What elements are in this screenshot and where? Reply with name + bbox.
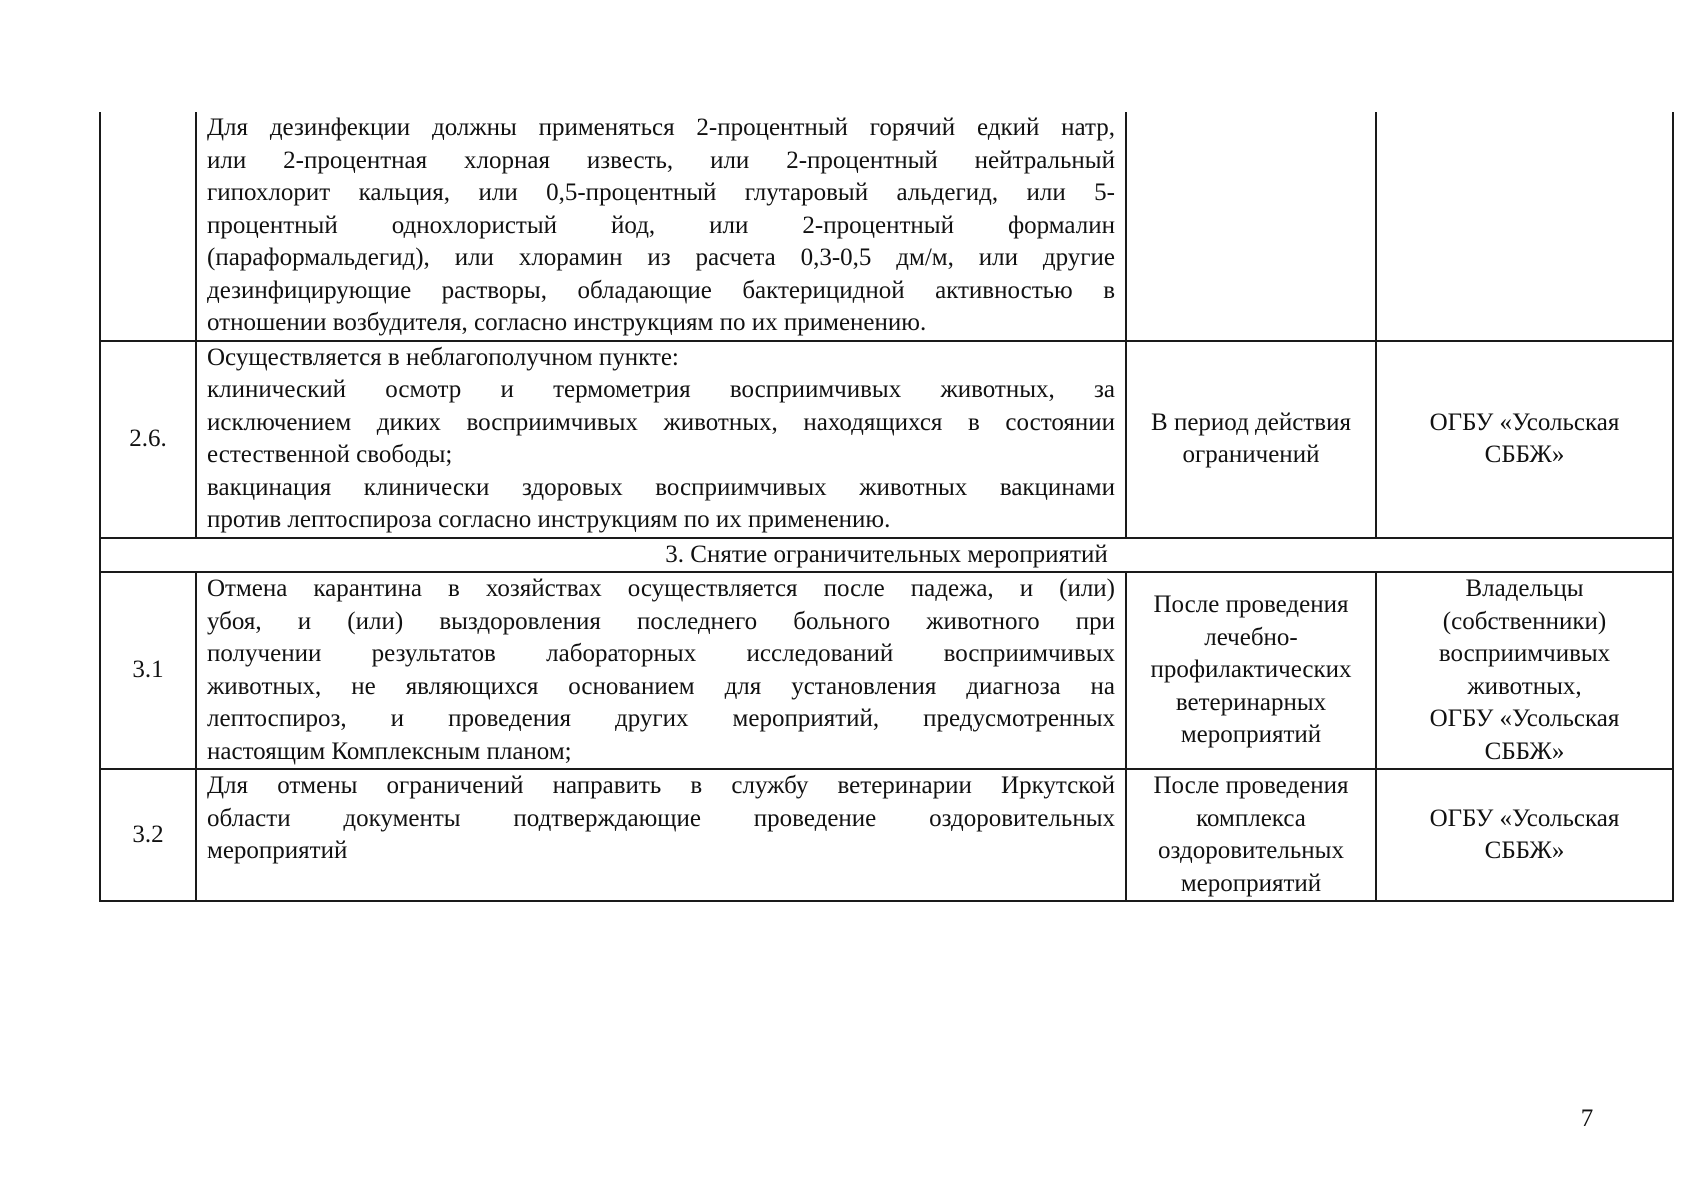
description-line: естественной свободы; bbox=[207, 441, 453, 468]
description-line: или 2-процентная хлорная известь, или 2-процентный нейтральный bbox=[207, 146, 1115, 174]
row-term bbox=[1126, 769, 1376, 901]
row-number: 3.2 bbox=[100, 769, 196, 901]
table-row-3-2 bbox=[100, 769, 1673, 901]
section-title: 3. Снятие ограничительных мероприятий bbox=[100, 538, 1673, 573]
responsible-line: СББЖ» bbox=[1484, 837, 1565, 864]
row-number: 3.1 bbox=[100, 572, 196, 769]
description-line: лептоспироз, и проведения других мероприятий, предусмотренных bbox=[207, 705, 1115, 732]
page-number: 7 bbox=[1580, 1105, 1594, 1132]
description-line: животных, не являющихся основанием для установления диагноза на bbox=[207, 672, 1115, 700]
row-term bbox=[1126, 112, 1376, 341]
row-term bbox=[1126, 572, 1376, 769]
description-line: Отмена карантина в хозяйствах осуществляется после падежа, и (или) bbox=[207, 575, 1115, 602]
description-line: Осуществляется в неблагополучном пункте: bbox=[207, 343, 679, 371]
row-responsible bbox=[1376, 341, 1673, 538]
term-line: В период действия bbox=[1151, 408, 1351, 436]
term-line: профилактических bbox=[1150, 656, 1352, 684]
row-number bbox=[100, 112, 196, 341]
term-line: ветеринарных bbox=[1175, 688, 1327, 716]
description-line: гипохлорит кальция, или 0,5-процентный глутаровый альдегид, или 5- bbox=[207, 179, 1115, 206]
responsible-line: животных, bbox=[1467, 672, 1582, 700]
responsible-line: ОГБУ «Усольская bbox=[1429, 705, 1620, 732]
table-row-3-1 bbox=[100, 572, 1673, 769]
description-line: вакцинация клинически здоровых восприимчивых животных вакцинами bbox=[207, 473, 1115, 501]
description-line: против лептоспироза согласно инструкциям по их применению. bbox=[207, 506, 891, 533]
responsible-line: ОГБУ «Усольская bbox=[1429, 408, 1620, 436]
description-line: процентный однохлористый йод, или 2-процентный формалин bbox=[207, 211, 1115, 239]
term-line: мероприятий bbox=[1180, 869, 1322, 897]
term-line: оздоровительных bbox=[1158, 837, 1344, 864]
row-responsible bbox=[1376, 112, 1673, 341]
description-line: клинический осмотр и термометрия восприимчивых животных, за bbox=[207, 376, 1115, 403]
term-line: ограничений bbox=[1182, 441, 1320, 468]
term-line: лечебно- bbox=[1204, 623, 1298, 651]
description-line: получении результатов лабораторных исследований восприимчивых bbox=[207, 640, 1115, 667]
responsible-line: восприимчивых bbox=[1438, 640, 1611, 667]
section-header-row bbox=[100, 538, 1673, 573]
row-description bbox=[196, 572, 1126, 769]
term-line: комплекса bbox=[1196, 804, 1306, 832]
responsible-line: СББЖ» bbox=[1484, 737, 1565, 765]
description-line: (параформальдегид), или хлорамин из расчета 0,3-0,5 дм/м, или другие bbox=[207, 244, 1115, 271]
responsible-line: Владельцы bbox=[1465, 575, 1584, 602]
row-number: 2.6. bbox=[100, 341, 196, 538]
term-line: мероприятий bbox=[1180, 721, 1322, 749]
row-description bbox=[196, 769, 1126, 901]
description-line: дезинфицирующие растворы, обладающие бактерицидной активностью в bbox=[207, 276, 1115, 304]
row-responsible bbox=[1376, 572, 1673, 769]
description-line: исключением диких восприимчивых животных, находящихся в состоянии bbox=[207, 408, 1115, 436]
term-line: После проведения bbox=[1153, 772, 1349, 799]
table-row-disinfection bbox=[100, 112, 1673, 341]
row-term bbox=[1126, 341, 1376, 538]
description-line: мероприятий bbox=[207, 837, 348, 864]
term-line: После проведения bbox=[1153, 591, 1349, 619]
responsible-line: СББЖ» bbox=[1484, 441, 1565, 468]
description-line: убоя, и (или) выздоровления последнего больного животного при bbox=[207, 607, 1115, 635]
description-line: Для отмены ограничений направить в службу ветеринарии Иркутской bbox=[207, 772, 1115, 799]
description-line: Для дезинфекции должны применяться 2-процентный горячий едкий натр, bbox=[207, 114, 1115, 141]
comprehensive-plan-table bbox=[99, 112, 1674, 902]
row-description bbox=[196, 341, 1126, 538]
description-line: области документы подтверждающие проведение оздоровительных bbox=[207, 804, 1115, 832]
responsible-line: ОГБУ «Усольская bbox=[1429, 804, 1620, 832]
row-responsible bbox=[1376, 769, 1673, 901]
row-description bbox=[196, 112, 1126, 341]
description-line: настоящим Комплексным планом; bbox=[207, 737, 572, 765]
responsible-line: (собственники) bbox=[1442, 607, 1607, 635]
description-line: отношении возбудителя, согласно инструкциям по их применению. bbox=[207, 309, 927, 336]
table-row-2-6 bbox=[100, 341, 1673, 538]
